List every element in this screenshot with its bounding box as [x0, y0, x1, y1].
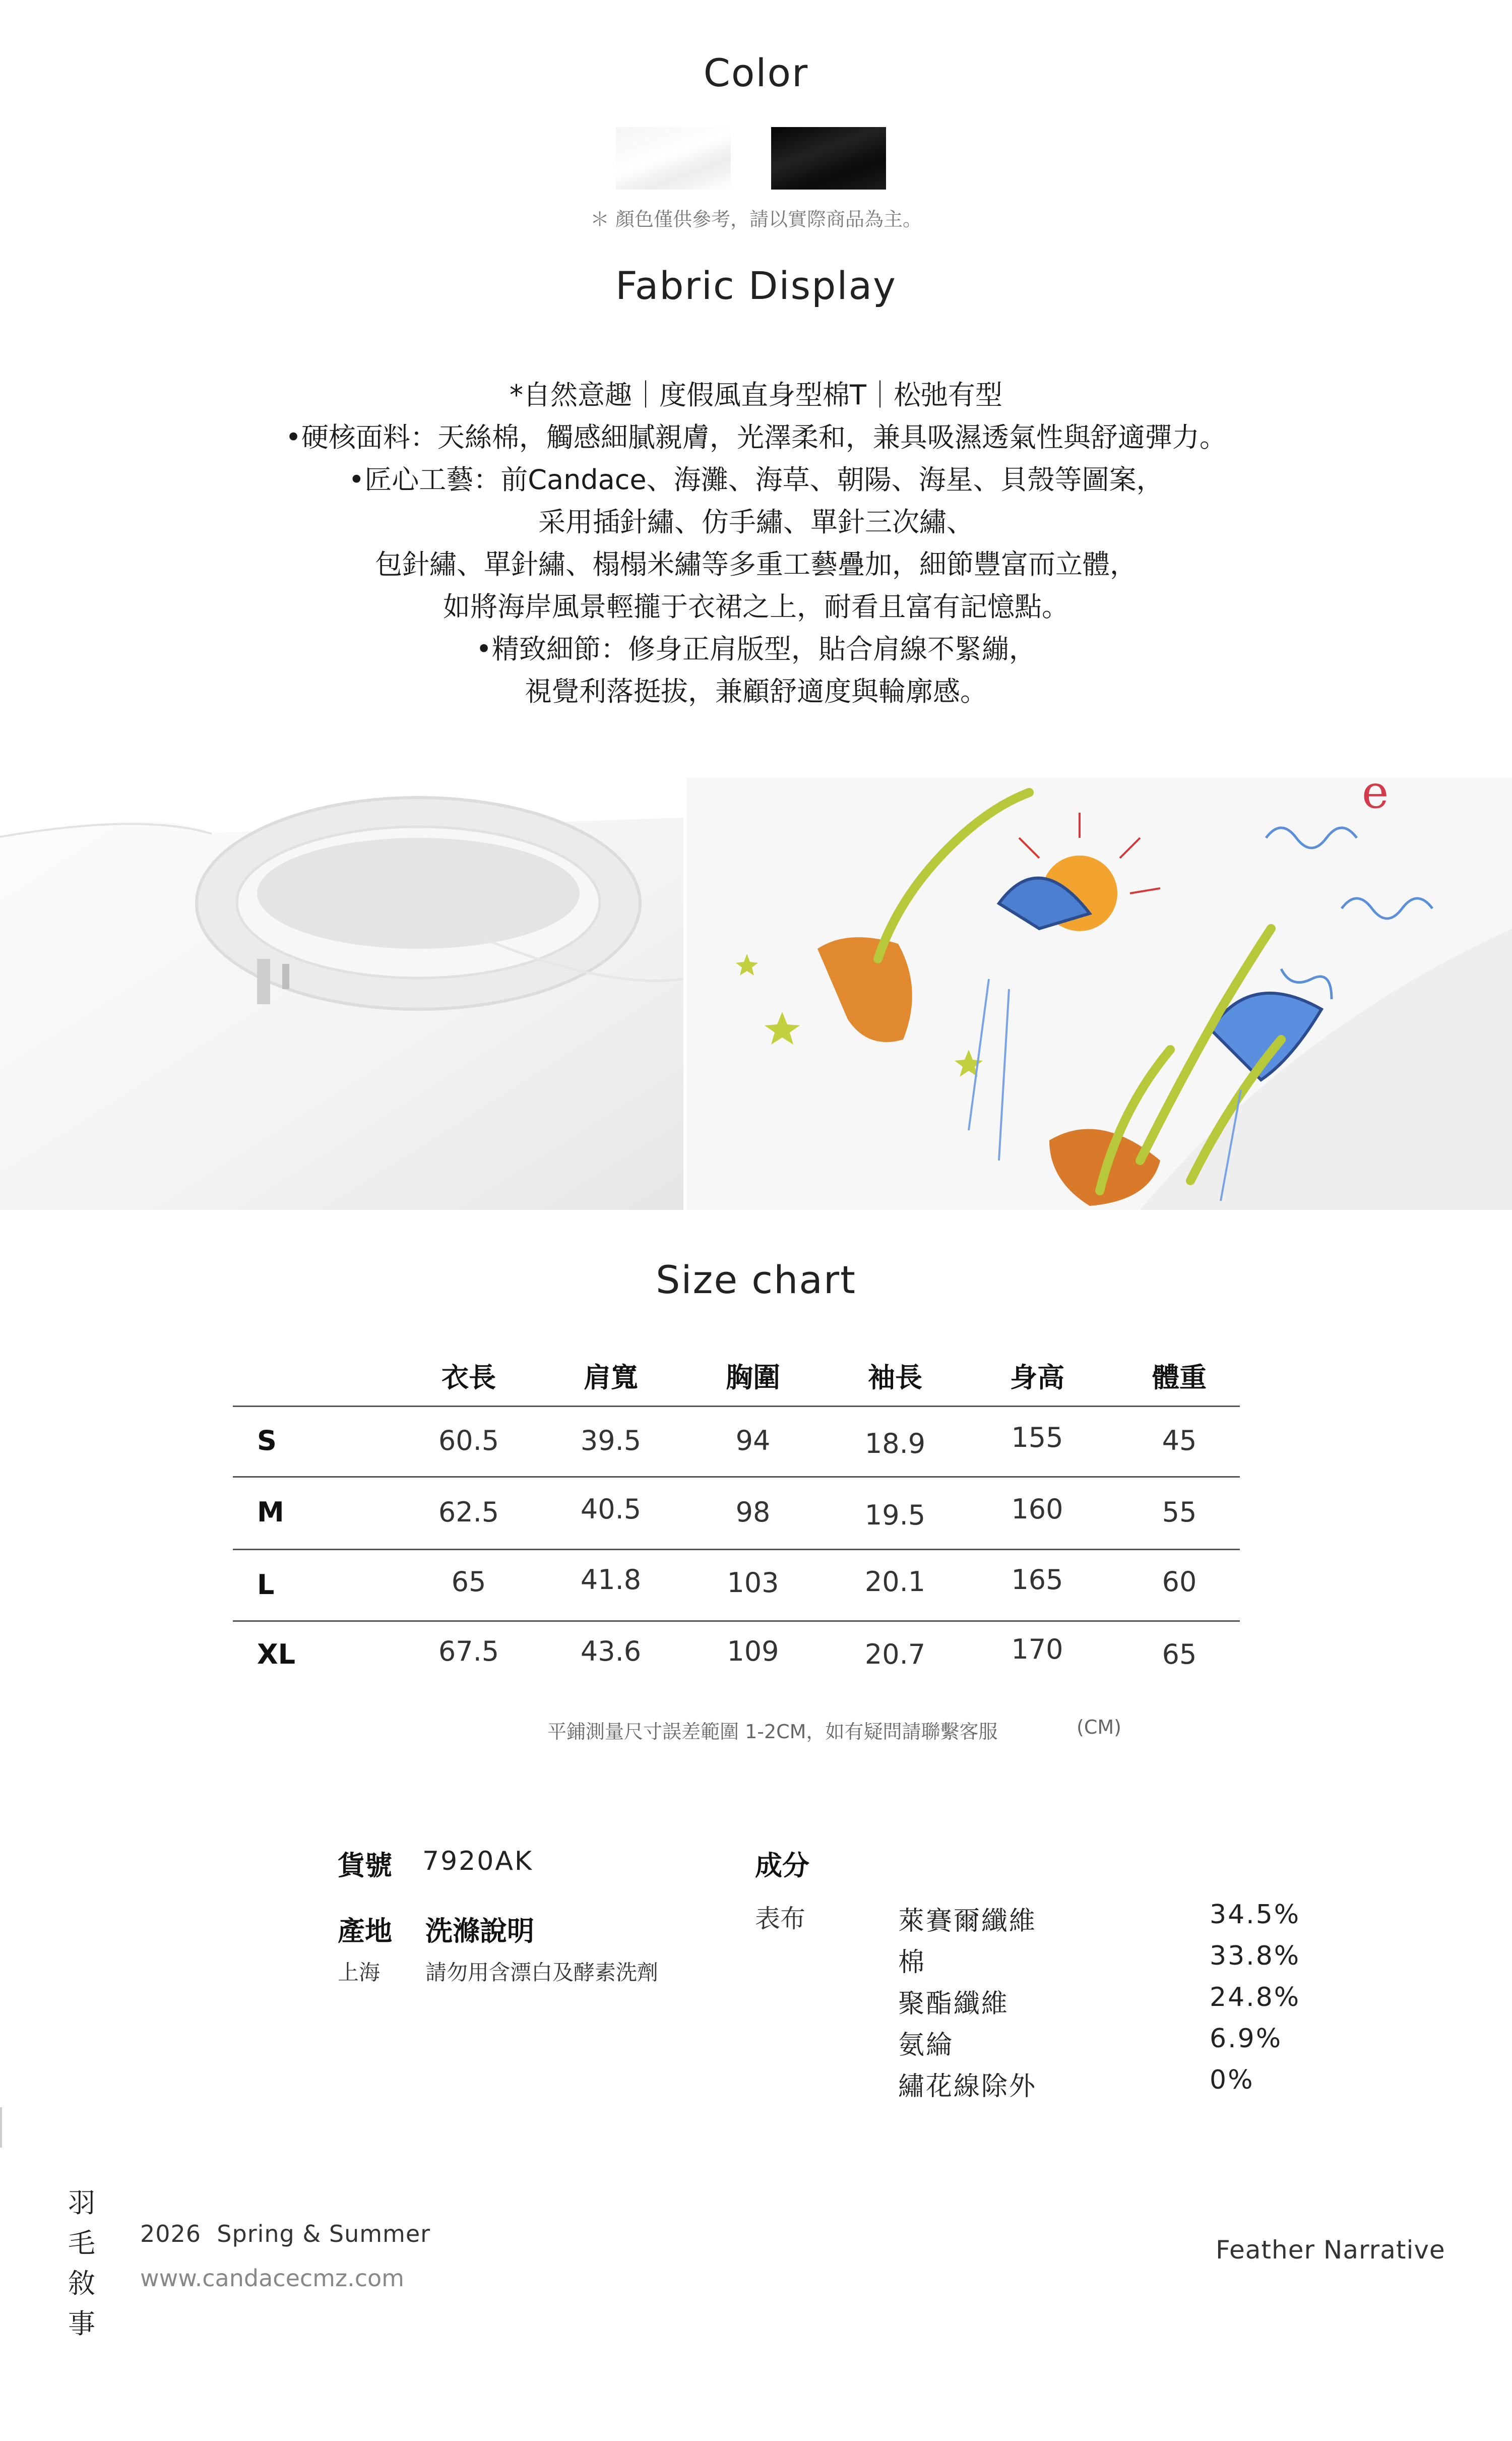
- table-cell: 98: [735, 1496, 771, 1528]
- embroidery-detail-photo: [686, 777, 1512, 1210]
- table-cell: 55: [1162, 1496, 1197, 1528]
- table-cell: 160: [1011, 1493, 1063, 1525]
- brand-vertical: [67, 2183, 97, 2344]
- table-cell: 170: [1011, 1633, 1063, 1665]
- care-value: 請勿用含漂白及酵素洗劑: [425, 1960, 659, 1985]
- material-percent: 24.8%: [1210, 1982, 1301, 2012]
- desc-line: •硬核面料：天絲棉，觸感細膩親膚，光澤柔和，兼具吸濕透氣性與舒適彈力。: [285, 421, 1227, 453]
- table-cell: 62.5: [438, 1496, 499, 1528]
- table-cell: 94: [735, 1425, 771, 1456]
- measurement-note: 平鋪測量尺寸誤差範圍 1-2CM，如有疑問請聯繫客服: [547, 1721, 998, 1743]
- desc-line: 視覺利落挺拔，兼顧舒適度與輪廓感。: [525, 676, 987, 707]
- brand-char: 事: [68, 2308, 95, 2340]
- table-cell: 67.5: [438, 1635, 499, 1667]
- unit-label: (CM): [1077, 1716, 1121, 1738]
- item-no-label: 貨號: [338, 1850, 392, 1881]
- care-label: 洗滌說明: [425, 1915, 534, 1947]
- fabric-description: [0, 374, 1512, 713]
- header-height: 身高: [1010, 1362, 1064, 1393]
- origin-label: 產地: [338, 1915, 392, 1947]
- table-cell: 65: [451, 1566, 486, 1598]
- table-cell: 109: [727, 1635, 779, 1667]
- material-percent: 33.8%: [1210, 1941, 1301, 1971]
- size-label: L: [257, 1569, 275, 1601]
- table-divider: [233, 1406, 1240, 1407]
- desc-line: •精致細節：修身正肩版型，貼合肩線不緊繃，: [476, 633, 1036, 665]
- size-label: S: [257, 1425, 277, 1456]
- brand-char: 敘: [68, 2268, 95, 2299]
- size-label: XL: [257, 1638, 296, 1670]
- desc-line: *自然意趣｜度假風直身型棉T｜松弛有型: [510, 379, 1002, 411]
- edge-mark: [0, 2107, 2, 2148]
- table-cell: 60.5: [438, 1425, 499, 1456]
- header-sleeve: 袖長: [868, 1362, 922, 1393]
- material-name: 氨綸: [898, 2030, 954, 2060]
- size-chart-title: Size chart: [656, 1257, 856, 1302]
- fabric-title: Fabric Display: [615, 263, 897, 308]
- composition-label: 成分: [755, 1850, 809, 1881]
- material-percent: 0%: [1210, 2065, 1254, 2095]
- material-percent: 6.9%: [1210, 2024, 1283, 2054]
- header-shoulder: 肩寬: [584, 1362, 638, 1393]
- table-cell: 40.5: [580, 1493, 642, 1525]
- table-cell: 18.9: [864, 1428, 926, 1459]
- material-percent: 34.5%: [1210, 1900, 1301, 1930]
- table-cell: 43.6: [580, 1635, 642, 1667]
- table-cell: 165: [1011, 1564, 1063, 1596]
- table-divider: [233, 1620, 1240, 1622]
- header-length: 衣長: [442, 1362, 496, 1393]
- header-weight: 體重: [1152, 1362, 1207, 1393]
- size-label: M: [257, 1496, 284, 1528]
- material-name: 聚酯纖維: [898, 1989, 1010, 2019]
- table-cell: 103: [727, 1567, 779, 1599]
- origin-value: 上海: [338, 1960, 381, 1985]
- color-title: Color: [703, 50, 809, 95]
- svg-text:e: e: [1362, 777, 1389, 819]
- series-name: Feather Narrative: [1216, 2235, 1445, 2265]
- desc-line: 采用插針繡、仿手繡、單針三次繡、: [538, 506, 974, 538]
- header-chest: 胸圍: [726, 1362, 780, 1393]
- desc-line: 包針繡、單針繡、榻榻米繡等多重工藝疊加，細節豐富而立體，: [375, 548, 1137, 580]
- table-cell: 60: [1162, 1566, 1197, 1598]
- item-no: 7920AK: [422, 1846, 534, 1876]
- table-cell: 45: [1162, 1425, 1197, 1456]
- desc-line: •匠心工藝：前Candace、海灘、海草、朝陽、海星、貝殼等圖案，: [348, 464, 1164, 496]
- table-divider: [233, 1549, 1240, 1550]
- table-cell: 65: [1162, 1638, 1197, 1670]
- material-name: 棉: [898, 1947, 926, 1978]
- collar-detail-photo: [0, 777, 683, 1210]
- black-color-swatch[interactable]: [771, 127, 886, 190]
- season-text: 2026 Spring & Summer: [140, 2220, 431, 2247]
- brand-char: 羽: [68, 2187, 95, 2219]
- table-cell: 20.7: [864, 1638, 926, 1670]
- table-cell: 41.8: [580, 1564, 642, 1596]
- table-cell: 19.5: [864, 1499, 926, 1531]
- table-divider: [233, 1476, 1240, 1478]
- table-cell: 20.1: [864, 1566, 926, 1598]
- website-link[interactable]: www.candacecmz.com: [140, 2265, 404, 2292]
- material-name: 繡花線除外: [898, 2071, 1037, 2102]
- color-note: ＊ 顏色僅供參考，請以實際商品為主。: [590, 208, 922, 230]
- desc-line: 如將海岸風景輕攏于衣裙之上，耐看且富有記憶點。: [443, 591, 1069, 623]
- table-cell: 155: [1011, 1422, 1063, 1453]
- white-color-swatch[interactable]: [616, 127, 731, 190]
- brand-char: 毛: [68, 2227, 95, 2259]
- table-cell: 39.5: [580, 1425, 642, 1456]
- material-name: 萊賽爾纖維: [898, 1906, 1037, 1936]
- fabric-label: 表布: [755, 1904, 805, 1933]
